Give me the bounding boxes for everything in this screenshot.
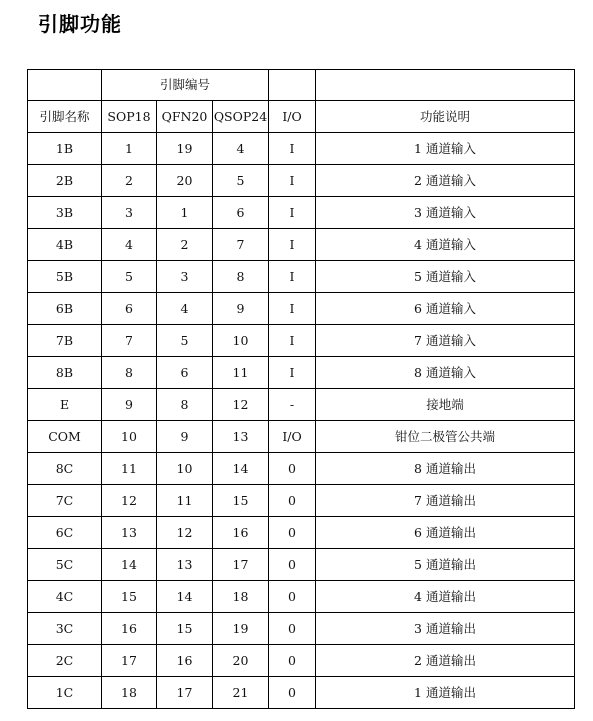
table-row	[28, 261, 575, 293]
header-function: 功能说明	[316, 101, 575, 133]
cell-qsop24: 6	[213, 197, 269, 229]
cell-qfn20: 2	[157, 229, 213, 261]
cell-function: 7 通道输入	[316, 325, 575, 357]
cell-function: 4 通道输出	[316, 581, 575, 613]
cell-pin-name: 4B	[28, 229, 102, 261]
cell-sop18: 13	[102, 517, 157, 549]
cell-pin-name: E	[28, 389, 102, 421]
table-header	[28, 70, 575, 133]
cell-io: I	[269, 293, 316, 325]
cell-sop18: 9	[102, 389, 157, 421]
cell-qsop24: 16	[213, 517, 269, 549]
cell-qfn20: 17	[157, 677, 213, 709]
header-qfn20: QFN20	[157, 101, 213, 133]
cell-sop18: 10	[102, 421, 157, 453]
table-row	[28, 485, 575, 517]
cell-sop18: 16	[102, 613, 157, 645]
cell-qfn20: 19	[157, 133, 213, 165]
header-spacer-right	[316, 70, 575, 101]
table-row	[28, 357, 575, 389]
cell-sop18: 15	[102, 581, 157, 613]
cell-io: 0	[269, 453, 316, 485]
cell-qsop24: 20	[213, 645, 269, 677]
cell-qsop24: 7	[213, 229, 269, 261]
cell-qfn20: 3	[157, 261, 213, 293]
cell-qsop24: 13	[213, 421, 269, 453]
table-row	[28, 581, 575, 613]
cell-function: 2 通道输入	[316, 165, 575, 197]
table-row	[28, 613, 575, 645]
cell-qfn20: 16	[157, 645, 213, 677]
table-row	[28, 677, 575, 709]
cell-io: -	[269, 389, 316, 421]
header-io: I/O	[269, 101, 316, 133]
cell-io: I	[269, 229, 316, 261]
cell-sop18: 17	[102, 645, 157, 677]
cell-io: I	[269, 165, 316, 197]
cell-qfn20: 14	[157, 581, 213, 613]
table-row	[28, 325, 575, 357]
cell-pin-name: 3B	[28, 197, 102, 229]
cell-io: 0	[269, 677, 316, 709]
cell-pin-name: 1B	[28, 133, 102, 165]
cell-qfn20: 15	[157, 613, 213, 645]
cell-sop18: 3	[102, 197, 157, 229]
table-row	[28, 421, 575, 453]
cell-io: I/O	[269, 421, 316, 453]
cell-pin-name: 1C	[28, 677, 102, 709]
cell-function: 6 通道输入	[316, 293, 575, 325]
cell-qsop24: 9	[213, 293, 269, 325]
cell-sop18: 8	[102, 357, 157, 389]
cell-qfn20: 5	[157, 325, 213, 357]
cell-qsop24: 21	[213, 677, 269, 709]
cell-function: 3 通道输出	[316, 613, 575, 645]
cell-pin-name: 5B	[28, 261, 102, 293]
cell-qsop24: 4	[213, 133, 269, 165]
cell-qsop24: 18	[213, 581, 269, 613]
cell-sop18: 7	[102, 325, 157, 357]
table-row	[28, 453, 575, 485]
table-row	[28, 229, 575, 261]
header-pin-number-group: 引脚编号	[102, 70, 269, 101]
cell-pin-name: COM	[28, 421, 102, 453]
table-body	[28, 133, 575, 709]
cell-qsop24: 15	[213, 485, 269, 517]
table-row	[28, 549, 575, 581]
cell-qfn20: 12	[157, 517, 213, 549]
cell-qfn20: 10	[157, 453, 213, 485]
header-spacer-left	[28, 70, 102, 101]
cell-qfn20: 1	[157, 197, 213, 229]
cell-io: 0	[269, 581, 316, 613]
cell-function: 3 通道输入	[316, 197, 575, 229]
cell-sop18: 6	[102, 293, 157, 325]
cell-qfn20: 13	[157, 549, 213, 581]
cell-qsop24: 17	[213, 549, 269, 581]
cell-pin-name: 7C	[28, 485, 102, 517]
cell-pin-name: 5C	[28, 549, 102, 581]
cell-qsop24: 12	[213, 389, 269, 421]
cell-qsop24: 10	[213, 325, 269, 357]
cell-function: 7 通道输出	[316, 485, 575, 517]
cell-io: I	[269, 261, 316, 293]
cell-qsop24: 19	[213, 613, 269, 645]
cell-sop18: 12	[102, 485, 157, 517]
cell-function: 8 通道输出	[316, 453, 575, 485]
cell-pin-name: 2B	[28, 165, 102, 197]
cell-io: 0	[269, 517, 316, 549]
cell-function: 5 通道输出	[316, 549, 575, 581]
cell-pin-name: 2C	[28, 645, 102, 677]
table-row	[28, 389, 575, 421]
cell-io: I	[269, 357, 316, 389]
cell-qsop24: 5	[213, 165, 269, 197]
cell-qfn20: 4	[157, 293, 213, 325]
cell-pin-name: 4C	[28, 581, 102, 613]
cell-qsop24: 8	[213, 261, 269, 293]
cell-function: 1 通道输入	[316, 133, 575, 165]
cell-pin-name: 8C	[28, 453, 102, 485]
cell-function: 1 通道输出	[316, 677, 575, 709]
table-row	[28, 293, 575, 325]
cell-io: I	[269, 325, 316, 357]
cell-sop18: 18	[102, 677, 157, 709]
cell-qsop24: 11	[213, 357, 269, 389]
cell-pin-name: 6C	[28, 517, 102, 549]
header-sop18: SOP18	[102, 101, 157, 133]
cell-sop18: 5	[102, 261, 157, 293]
cell-qfn20: 6	[157, 357, 213, 389]
cell-function: 8 通道输入	[316, 357, 575, 389]
table-row	[28, 133, 575, 165]
cell-io: 0	[269, 613, 316, 645]
cell-io: I	[269, 133, 316, 165]
section-title: 引脚功能	[38, 12, 122, 36]
cell-function: 5 通道输入	[316, 261, 575, 293]
table-row	[28, 517, 575, 549]
cell-qsop24: 14	[213, 453, 269, 485]
cell-pin-name: 7B	[28, 325, 102, 357]
table-row	[28, 197, 575, 229]
cell-function: 钳位二极管公共端	[316, 421, 575, 453]
header-pin-name: 引脚名称	[28, 101, 102, 133]
cell-qfn20: 11	[157, 485, 213, 517]
cell-pin-name: 3C	[28, 613, 102, 645]
cell-function: 2 通道输出	[316, 645, 575, 677]
pin-function-table	[27, 69, 575, 709]
table-row	[28, 165, 575, 197]
header-qsop24: QSOP24	[213, 101, 269, 133]
cell-pin-name: 6B	[28, 293, 102, 325]
cell-io: I	[269, 197, 316, 229]
cell-sop18: 11	[102, 453, 157, 485]
cell-io: 0	[269, 645, 316, 677]
cell-io: 0	[269, 549, 316, 581]
cell-function: 4 通道输入	[316, 229, 575, 261]
cell-sop18: 14	[102, 549, 157, 581]
cell-function: 6 通道输出	[316, 517, 575, 549]
cell-qfn20: 9	[157, 421, 213, 453]
cell-qfn20: 20	[157, 165, 213, 197]
cell-sop18: 4	[102, 229, 157, 261]
cell-function: 接地端	[316, 389, 575, 421]
cell-pin-name: 8B	[28, 357, 102, 389]
cell-sop18: 2	[102, 165, 157, 197]
cell-io: 0	[269, 485, 316, 517]
table-row	[28, 645, 575, 677]
cell-qfn20: 8	[157, 389, 213, 421]
cell-sop18: 1	[102, 133, 157, 165]
header-spacer-io	[269, 70, 316, 101]
